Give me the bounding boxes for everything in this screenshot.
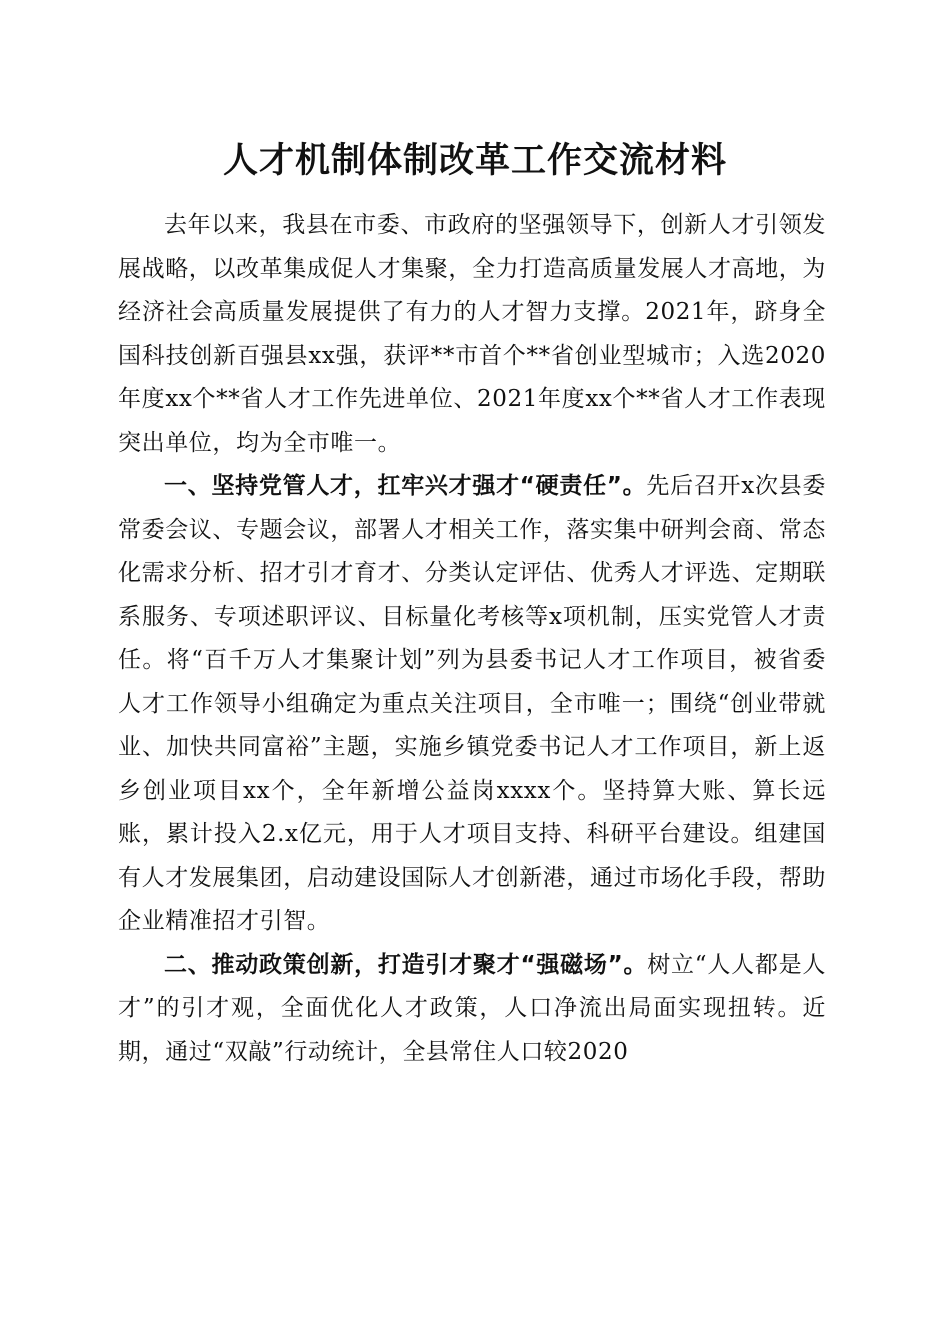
document-title: 人才机制体制改革工作交流材料	[222, 141, 727, 181]
paragraph-text: 去年以来，我县在市委、市政府的坚强领导下，创新人才引领发展战略，以改革集成促人才集聚，全力打造高质量发展人才高地，为经济社会高质量发展提供了有力的人才智力支撑。2021年，跻身全国科技创新百强县xx强，获评**市首个**省创业型城市；入选2020年度xx个**省人才工作先进单位、2021年度xx个**省人才工作表现突出单位，均为全市唯一。	[118, 212, 826, 456]
section-2-heading: 二、推动政策创新，打造引才聚才“强磁场”。	[164, 951, 648, 978]
intro-paragraph	[118, 204, 826, 465]
paragraph-text: 树立“人人都是人才”的引才观，全面优化人才政策，人口净流出局面实现扭转。近期，通过“双敲”行动统计，全县常住人口较2020	[118, 951, 826, 1065]
section-1-paragraph	[118, 465, 826, 944]
section-1-heading: 一、坚持党管人才，扛牢兴才强才“硬责任”。	[164, 473, 647, 499]
document-body	[118, 204, 826, 1074]
paragraph-text: 先后召开x次县委常委会议、专题会议，部署人才相关工作，落实集中研判会商、常态化需求分析、招才引才育才、分类认定评估、优秀人才评选、定期联系服务、专项述职评议、目标量化考核等x项机制，压实党管人才责任。将“百千万人才集聚计划”列为县委书记人才工作项目，被省委人才工作领导小组确定为重点关注项目，全市唯一；围绕“创业带就业、加快共同富裕”主题，实施乡镇党委书记人才工作项目，新上返乡创业项目xx个，全年新增公益岗xxxx个。坚持算大账、算长远账，累计投入2.x亿元，用于人才项目支持、科研平台建设。组建国有人才发展集团，启动建设国际人才创新港，通过市场化手段，帮助企业精准招才引智。	[118, 473, 826, 934]
section-2-paragraph	[118, 944, 826, 1075]
